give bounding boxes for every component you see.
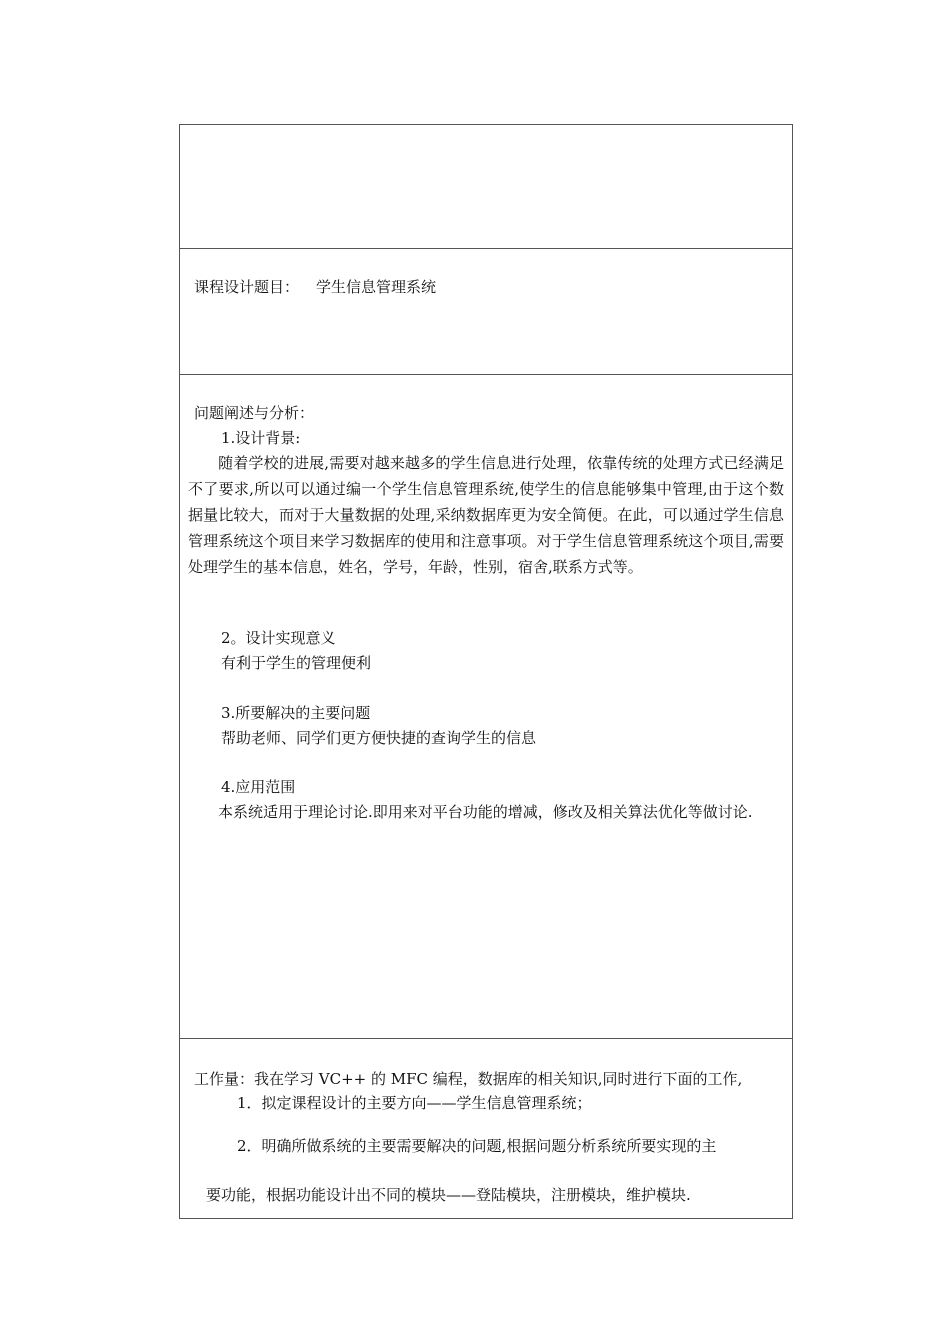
workload-item-2-line-2: 要功能，根据功能设计出不同的模块——登陆模块，注册模块，维护模块. [206,1186,691,1204]
section-2-heading: 2。设计实现意义 [221,629,336,647]
section-4-body [188,799,784,825]
course-design-form [179,124,793,1219]
workload-intro: 工作量：我在学习 VC++ 的 MFC 编程，数据库的相关知识,同时进行下面的工作, [194,1070,743,1088]
section-2-body: 有利于学生的管理便利 [221,654,372,672]
blank-header-row [180,125,792,248]
section-4-body-text: 本系统适用于理论讨论.即用来对平台功能的增减，修改及相关算法优化等做讨论. [218,803,753,821]
analysis-heading: 问题阐述与分析： [194,404,315,422]
course-title-label: 课程设计题目： [194,278,300,296]
course-title-value: 学生信息管理系统 [316,278,437,296]
section-1-heading: 1.设计背景: [221,429,301,447]
section-3-heading: 3.所要解决的主要问题 [221,704,371,722]
workload-item-1: 1．拟定课程设计的主要方向——学生信息管理系统； [237,1094,592,1112]
section-1-body-text: 随着学校的进展,需要对越来越多的学生信息进行处理，依靠传统的处理方式已经满足不了要求,所以可以通过编一个学生信息管理系统,使学生的信息能够集中管理,由于这个数据量比较大，而对于大量数据的处理,采纳数据库更为安全简便。在此，可以通过学生信息管理系统这个项目来学习数据库的使用和注意事项。对于学生信息管理系统这个项目,需要处理学生的基本信息，姓名，学号，年龄，性别，宿舍,联系方式等。 [188,454,784,576]
section-4-heading: 4.应用范围 [221,778,296,796]
analysis-row [180,374,792,1038]
course-title-row [180,248,792,374]
workload-row [180,1038,792,1219]
workload-item-2-line-1: 2．明确所做系统的主要需要解决的问题,根据问题分析系统所要实现的主 [237,1137,717,1155]
section-1-body [188,450,784,580]
section-3-body: 帮助老师、同学们更方便快捷的查询学生的信息 [221,729,537,747]
